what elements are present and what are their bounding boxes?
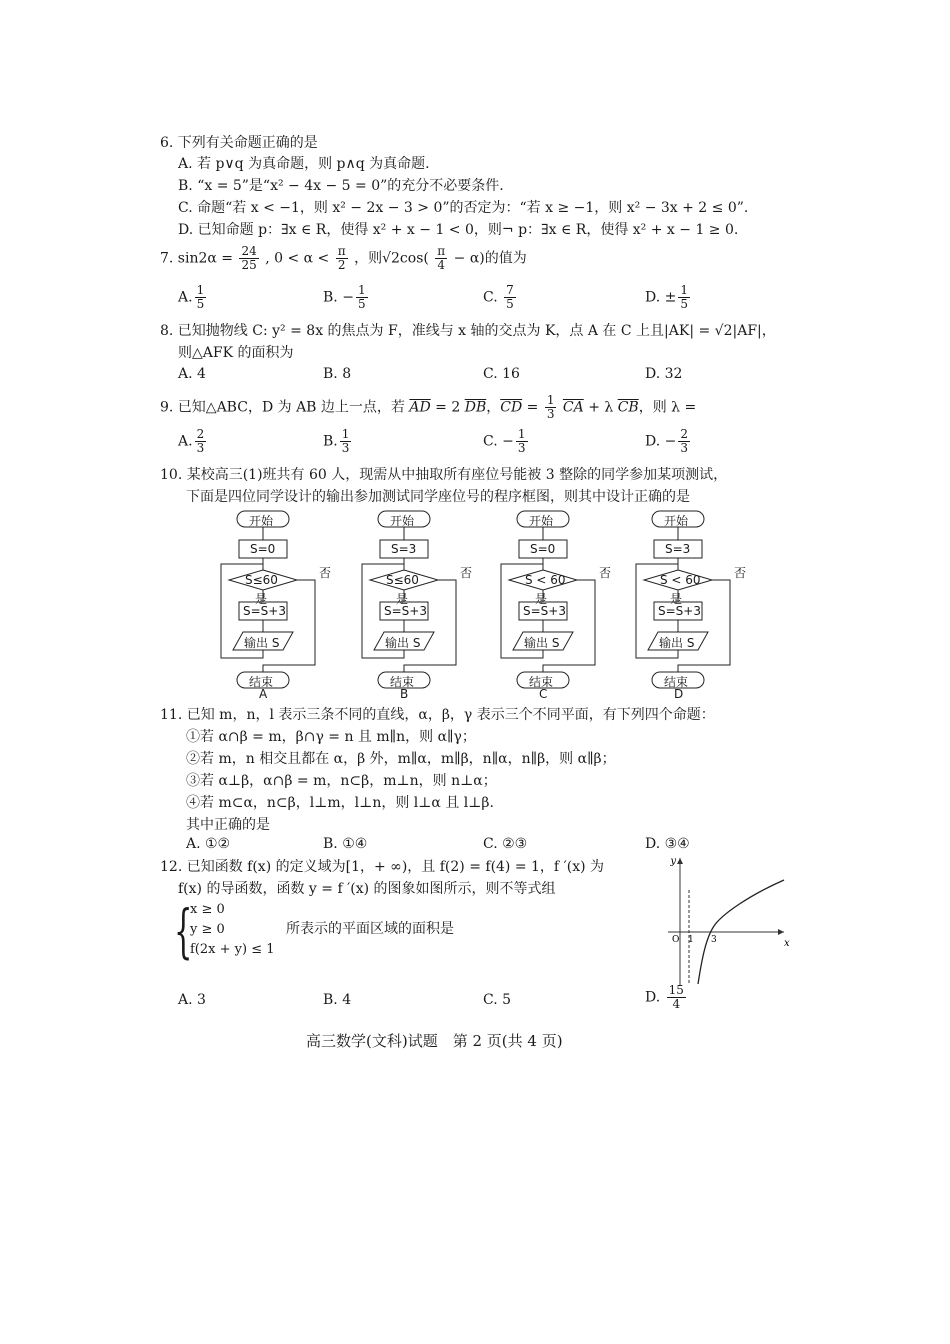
q9-option-a: A. $\frac{2}{3}$ — [178, 427, 205, 455]
graph-origin-label: O — [672, 935, 680, 945]
q9-option-d: D. − $\frac{2}{3}$ — [645, 427, 689, 455]
q12-option-c: C. 5 — [483, 992, 512, 1008]
flowchart-no-label: 否 — [460, 566, 473, 580]
page-footer: 高三数学(文科)试题 第 2 页(共 4 页) — [306, 1032, 563, 1050]
flowchart-no-label: 否 — [319, 566, 332, 580]
q7-frac2 — [336, 245, 348, 272]
q9-stem — [160, 394, 696, 421]
q6-stem: 6. 下列有关命题正确的是 — [160, 135, 318, 151]
q9-vec-ca: $\overline{CA}$ — [562, 399, 584, 416]
q9-frac — [545, 394, 557, 421]
q10-line2: 下面是四位同学设计的输出参加测试同学座位号的程序框图，则其中设计正确的是 — [186, 489, 690, 505]
q9-comma: ， — [486, 399, 501, 416]
flowchart-init-label: S=0 — [250, 542, 276, 556]
q6-option-d: D. 已知命题 p：∃x ∈ R，使得 x² + x − 1 < 0，则¬ p：∃x ∈ R，使得 x² + x − 1 ≥ 0. — [178, 222, 739, 238]
q8-option-a: A. 4 — [178, 366, 206, 382]
q7-option-c: C. $\frac{7}{5}$ — [483, 283, 514, 311]
flowchart-output-label: 输出 S — [385, 636, 421, 650]
q7-option-a: A. $\frac{1}{5}$ — [178, 283, 205, 311]
q8-line2: 则△AFK 的面积为 — [178, 345, 294, 361]
q11-prop-2: ②若 m，n 相交且都在 α，β 外，m∥α，m∥β，n∥α，n∥β，则 α∥β； — [186, 751, 616, 767]
q7-frac1-den: 25 — [241, 258, 257, 272]
q9-vec-ad: $\overline{AD}$ — [409, 399, 431, 416]
q7-frac3-den: 4 — [437, 258, 446, 272]
flowchart-yes-label: 是 — [396, 592, 409, 606]
flowchart-c — [495, 508, 645, 701]
q7-frac2-den: 2 — [337, 258, 346, 272]
flowchart-a — [215, 508, 365, 701]
flowchart-yes-label: 是 — [255, 592, 268, 606]
flowchart-start-label: 开始 — [664, 514, 689, 528]
q9-pre: 9. 已知△ABC，D 为 AB 边上一点，若 — [160, 399, 405, 416]
q12-system-3: f(2x + y) ≤ 1 — [190, 942, 275, 957]
flowchart-cond-label: S < 60 — [525, 573, 566, 587]
q12-option-d-letter: D. — [645, 989, 661, 1006]
graph-y-label: y — [670, 856, 676, 867]
graph-tick-3: 3 — [711, 935, 717, 945]
flowchart-no-label: 否 — [599, 566, 612, 580]
q11-option-b: B. ①④ — [323, 836, 368, 852]
flowchart-end-label: 结束 — [249, 675, 274, 689]
flowchart-step-label: S=S+3 — [384, 604, 427, 618]
flowchart-start-label: 开始 — [529, 514, 554, 528]
flowchart-cond-label: S≤60 — [245, 573, 278, 587]
q11-stem: 11. 已知 m，n，l 表示三条不同的直线，α，β，γ 表示三个不同平面，有下列四个命题： — [160, 707, 715, 723]
q12-option-d-den: 4 — [672, 997, 681, 1011]
flowchart-option-label: B — [400, 687, 409, 701]
q8-options — [0, 366, 950, 386]
q11-prop-4: ④若 m⊂α，n⊂β，l⊥m，l⊥n，则 l⊥α 且 l⊥β. — [186, 795, 494, 811]
flowchart-output-label: 输出 S — [524, 636, 560, 650]
q10-line1: 10. 某校高三(1)班共有 60 人，现需从中抽取所有座位号能被 3 整除的同学参加某项测试， — [160, 467, 728, 483]
q9-eq: = 2 — [435, 399, 461, 416]
flowchart-lines — [495, 508, 645, 698]
no-branch-line — [404, 580, 456, 672]
flowchart-end-label: 结束 — [664, 675, 689, 689]
graph-tick-1: 1 — [688, 935, 694, 945]
flowchart-option-label: D — [674, 687, 684, 701]
flowchart-output-label: 输出 S — [244, 636, 280, 650]
q12-line1: 12. 已知函数 f(x) 的定义域为[1，+ ∞)，且 f(2) = f(4) = 1，f ′(x) 为 — [160, 859, 605, 875]
q7-options — [0, 284, 950, 318]
q12-brace: { — [174, 897, 193, 965]
q7-stem — [160, 245, 527, 272]
q9-eq2: = — [526, 399, 539, 416]
graph-y-arrow — [677, 858, 683, 864]
flowchart-d — [630, 508, 780, 701]
q12-system-2: y ≥ 0 — [190, 922, 225, 937]
q6-option-b: B. “x = 5”是“x² − 4x − 5 = 0”的充分不必要条件. — [178, 178, 504, 194]
no-branch-line — [543, 580, 595, 672]
q6-option-a: A. 若 p∨q 为真命题，则 p∧q 为真命题. — [178, 156, 430, 172]
q11-ask: 其中正确的是 — [186, 817, 270, 833]
q9-vec-cb: $\overline{CB}$ — [617, 399, 639, 416]
flowchart-init-label: S=3 — [391, 542, 417, 556]
flowchart-cond-label: S < 60 — [660, 573, 701, 587]
flowchart-init-label: S=3 — [665, 542, 691, 556]
q7-pre: 7. sin2α = — [160, 250, 234, 267]
q9-vec-db: $\overline{DB}$ — [464, 399, 487, 416]
q7-mid: , 0 < α < — [265, 250, 330, 267]
q11-prop-3: ③若 α⊥β，α∩β = m，n⊂β，m⊥n，则 n⊥α； — [186, 773, 497, 789]
q12-option-d-num: 15 — [668, 983, 684, 997]
q12-system-1: x ≥ 0 — [190, 902, 225, 917]
q7-option-b: B. − $\frac{1}{5}$ — [323, 283, 366, 311]
q9-frac-num: 1 — [546, 393, 555, 407]
q11-prop-1: ①若 α∩β = m，β∩γ = n 且 m∥n，则 α∥γ； — [186, 729, 476, 745]
flowchart-end-label: 结束 — [390, 675, 415, 689]
q11-options — [0, 836, 950, 856]
q7-frac3-num: π — [437, 244, 446, 258]
flowchart-option-label: A — [259, 687, 268, 701]
q12-option-b: B. 4 — [323, 992, 352, 1008]
flowchart-output-label: 输出 S — [659, 636, 695, 650]
q7-post: − α)的值为 — [453, 250, 527, 267]
q7-frac2-num: π — [337, 244, 346, 258]
flowchart-option-label: C — [539, 687, 548, 701]
flowchart-step-label: S=S+3 — [243, 604, 286, 618]
q12-tail: 所表示的平面区域的面积是 — [286, 921, 454, 937]
q9-post: ，则 λ = — [638, 399, 697, 416]
q7-frac3 — [435, 245, 447, 272]
q7-option-d: D. ± $\frac{1}{5}$ — [645, 283, 689, 311]
q12-options — [0, 983, 950, 1024]
q8-option-b: B. 8 — [323, 366, 352, 382]
flowchart-lines — [630, 508, 780, 698]
flowchart-yes-label: 是 — [670, 592, 683, 606]
q7-frac1-num: 24 — [241, 244, 257, 258]
q9-frac-den: 3 — [546, 407, 555, 421]
q11-option-c: C. ②③ — [483, 836, 528, 852]
q9-option-b: B. $\frac{1}{3}$ — [323, 427, 350, 455]
q9-option-c: C. − $\frac{1}{3}$ — [483, 427, 526, 455]
flowchart-no-label: 否 — [734, 566, 747, 580]
q8-option-c: C. 16 — [483, 366, 520, 382]
graph-x-label: x — [784, 938, 790, 949]
graph-x-arrow — [778, 929, 784, 935]
q9-plus: + λ — [588, 399, 614, 416]
flowchart-cond-label: S≤60 — [386, 573, 419, 587]
flowchart-init-label: S=0 — [530, 542, 556, 556]
q7-mid2: ，则√2cos( — [354, 250, 429, 267]
q7-frac1 — [239, 245, 258, 272]
q11-option-d: D. ③④ — [645, 836, 690, 852]
q12-option-a: A. 3 — [178, 992, 206, 1008]
flowchart-step-label: S=S+3 — [523, 604, 566, 618]
flowchart-step-label: S=S+3 — [658, 604, 701, 618]
flowchart-lines — [215, 508, 365, 698]
no-branch-line — [678, 580, 730, 672]
flowchart-start-label: 开始 — [390, 514, 415, 528]
q11-option-a: A. ①② — [186, 836, 231, 852]
q8-option-d: D. 32 — [645, 366, 683, 382]
q9-options — [0, 428, 950, 462]
flowchart-end-label: 结束 — [529, 675, 554, 689]
flowchart-b — [356, 508, 506, 701]
q9-vec-cd: $\overline{CD}$ — [500, 399, 523, 416]
q8-line1: 8. 已知抛物线 C: y² = 8x 的焦点为 F，准线与 x 轴的交点为 K，点 A 在 C 上且|AK| = √2|AF|， — [160, 323, 776, 339]
q6-option-c: C. 命题“若 x < −1，则 x² − 2x − 3 > 0”的否定为：“若 x ≥ −1，则 x² − 3x + 2 ≤ 0”. — [178, 200, 749, 216]
no-branch-line — [263, 580, 315, 672]
flowchart-yes-label: 是 — [535, 592, 548, 606]
flowchart-lines — [356, 508, 506, 698]
derivative-graph — [660, 850, 790, 990]
q12-line2: f(x) 的导函数，函数 y = f ′(x) 的图象如图所示，则不等式组 — [178, 881, 556, 897]
flowchart-start-label: 开始 — [249, 514, 274, 528]
